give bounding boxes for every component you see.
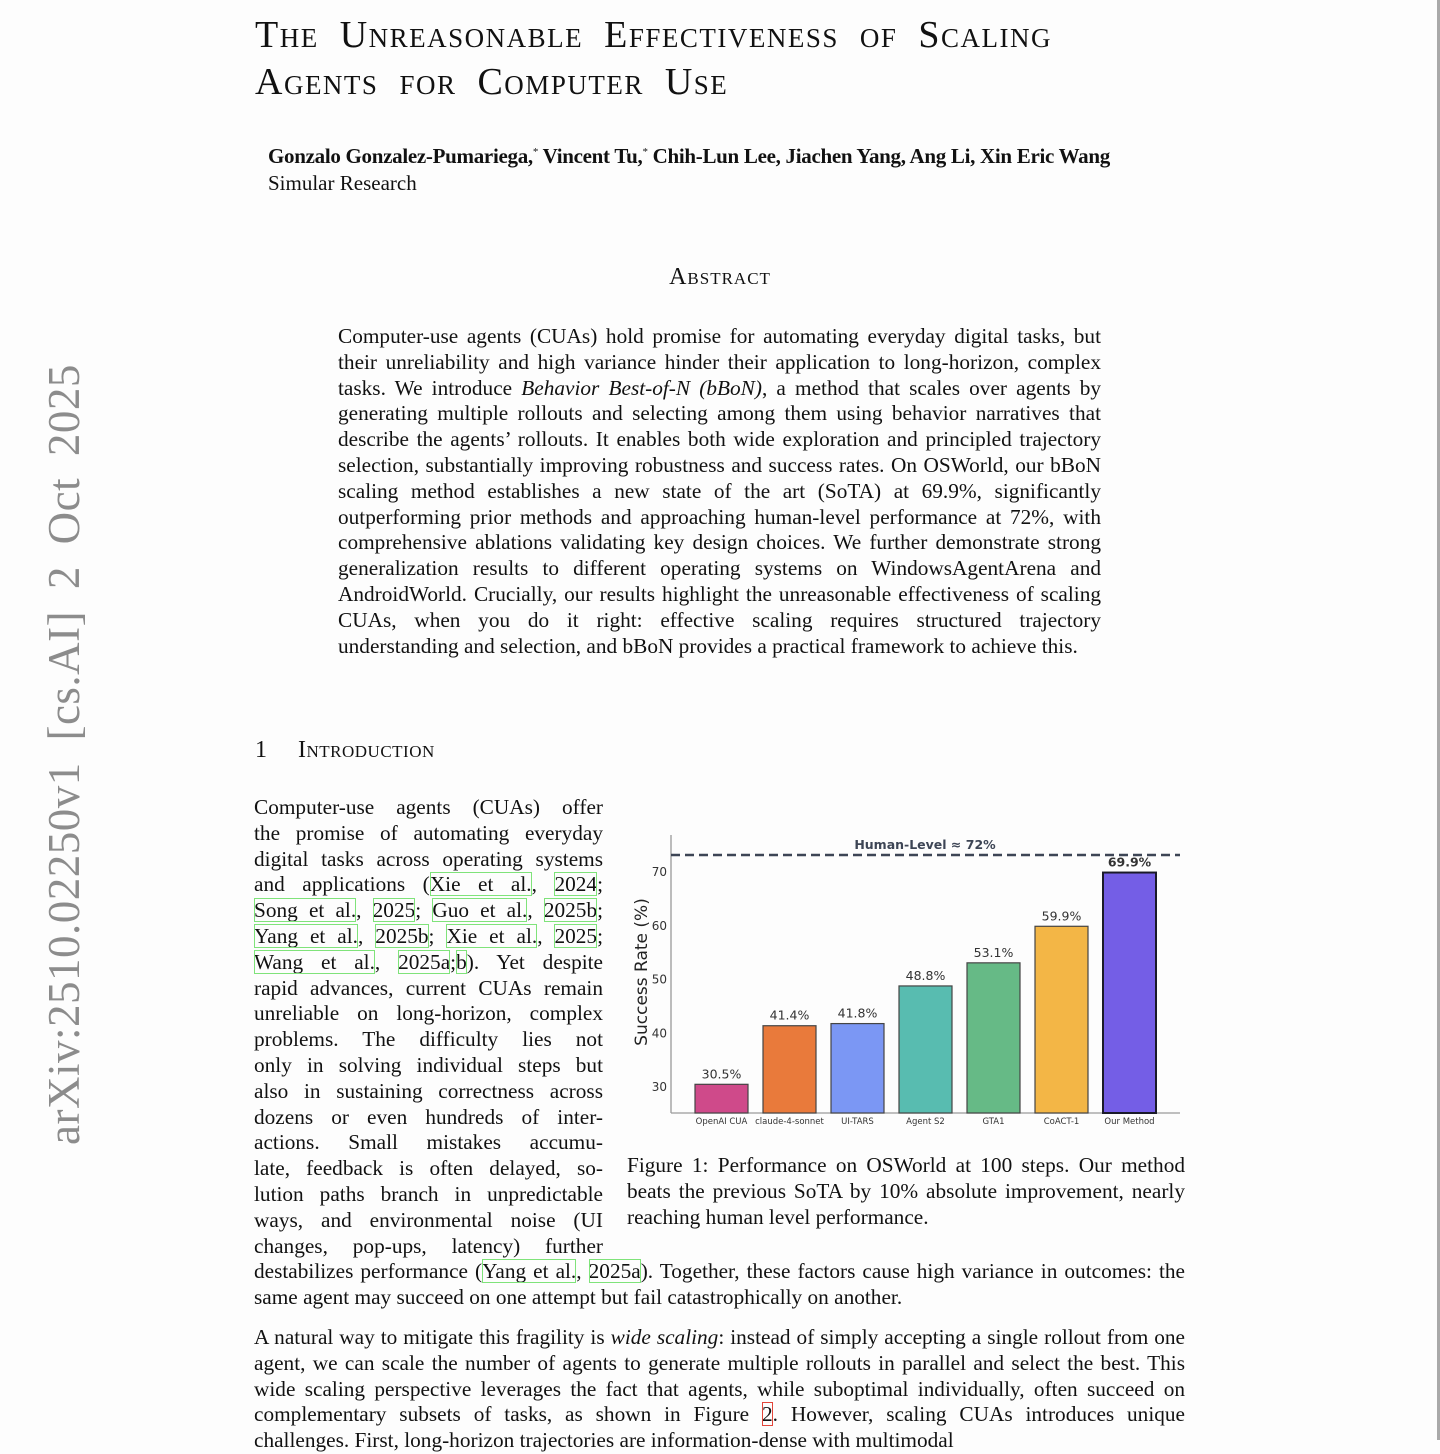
citation-year-link[interactable]: 2025b xyxy=(543,898,598,923)
bar xyxy=(695,1084,748,1113)
citation-link[interactable]: Yang et al. xyxy=(254,923,358,948)
x-tick-label: Our Method xyxy=(1104,1117,1155,1127)
x-tick-label: UI-TARS xyxy=(841,1117,874,1127)
y-tick-label: 50 xyxy=(651,972,667,987)
citation-link[interactable]: Wang et al. xyxy=(254,949,375,974)
citation-year-link[interactable]: 2025a xyxy=(398,949,451,974)
bar-value-label: 41.4% xyxy=(769,1007,810,1023)
title-line-2: Agents for Computer Use xyxy=(255,61,729,103)
intro-column-text: Computer-use agents (CUAs) offer the promise of automating everyday digital tasks across operating systems and applications (Xie et al., 2024; Song et al., 2025; Guo et al., 2025b; Yang et al., 2025b; Xie et al., 2025; Wang et al., 2025a;b). Yet despite rapid advances, current CUAs remain unreliable on long-horizon, complex problems. The difficulty lies not only in solving individual steps but also in sustaining correctness across dozens or even hundreds of inter- actions. Small mistakes accumu- late, feedback is often delayed, so- lution paths branch in unpredictable ways, and environmental noise (UI changes, pop-ups, latency) further xyxy=(254,795,604,1258)
citation-year-link[interactable]: 2025 xyxy=(372,898,416,923)
title-line-1: The Unreasonable Effectiveness of Scaling xyxy=(255,14,1053,56)
bar xyxy=(831,1024,884,1113)
affiliation: Simular Research xyxy=(268,171,417,195)
bar xyxy=(899,986,952,1113)
arxiv-stamp: arXiv:2510.02250v1 [cs.AI] 2 Oct 2025 xyxy=(39,364,89,1145)
section-title: Introduction xyxy=(298,737,435,763)
human-level-label: Human-Level ≈ 72% xyxy=(854,837,996,852)
x-tick-label: GTA1 xyxy=(982,1117,1005,1127)
intro-paragraph-2: A natural way to mitigate this fragility is wide scaling: instead of simply accepting a single rollout from one agent, we can scale the number of agents to generate multiple rollouts in parallel and select the best. This wide scaling perspective leverages the fact that agents, while suboptimal individually, often succeed on complementary subsets of tasks, as shown in Figure 2. However, scaling CUAs introduces unique challenges. First, long-horizon trajectories are information-dense with multimodal xyxy=(254,1325,1185,1453)
citation-year-link[interactable]: 2025 xyxy=(554,923,598,948)
y-tick-label: 60 xyxy=(651,918,667,933)
bar-value-label: 53.1% xyxy=(973,944,1014,960)
bar-value-label: 41.8% xyxy=(837,1005,878,1021)
abstract-heading: Abstract xyxy=(669,264,771,290)
bar-value-label: 69.9% xyxy=(1107,854,1152,870)
figure-1-bar-chart xyxy=(620,825,1200,1135)
bar-value-label: 59.9% xyxy=(1041,908,1082,924)
citation-link[interactable]: Song et al. xyxy=(254,898,357,923)
citation-year-link[interactable]: 2025a xyxy=(588,1259,641,1283)
y-axis-label: Success Rate (%) xyxy=(632,898,652,1046)
section-number: 1 xyxy=(255,737,267,763)
method-name: Behavior Best-of-N (bBoN) xyxy=(521,375,762,400)
x-tick-label: OpenAI CUA xyxy=(695,1117,748,1127)
citation-year-link[interactable]: 2025b xyxy=(375,923,429,948)
author-list xyxy=(268,144,1110,169)
intro-paragraph-end: destabilizes performance (Yang et al., 2025a). Together, these factors cause high variance in outcomes: the same agent may succeed on one attempt but fail catastrophically on another. xyxy=(254,1259,1185,1309)
author-1: Gonzalo Gonzalez-Pumariega, xyxy=(268,144,533,168)
bar xyxy=(1035,926,1088,1113)
bar xyxy=(1103,873,1156,1113)
citation-link[interactable]: Guo et al. xyxy=(432,898,528,923)
author-2: Vincent Tu, xyxy=(538,144,643,168)
x-tick-label: Agent S2 xyxy=(906,1117,945,1127)
paper-title xyxy=(255,12,1195,106)
citation-link[interactable]: Yang et al. xyxy=(482,1259,577,1283)
citation-link[interactable]: Xie et al. xyxy=(446,923,538,948)
equal-contribution-mark: * xyxy=(532,146,539,158)
bar xyxy=(763,1026,816,1113)
section-heading xyxy=(255,737,435,764)
y-tick-label: 40 xyxy=(651,1026,667,1041)
x-tick-label: claude-4-sonnet xyxy=(755,1117,824,1127)
y-tick-label: 70 xyxy=(651,865,667,879)
citation-year-link[interactable]: 2024 xyxy=(554,872,598,897)
figure-ref-link[interactable]: 2 xyxy=(761,1402,773,1427)
bar-value-label: 30.5% xyxy=(701,1066,742,1082)
bar-value-label: 48.8% xyxy=(905,967,946,983)
equal-contribution-mark: * xyxy=(642,146,648,158)
bar xyxy=(967,963,1020,1113)
citation-link[interactable]: Xie et al. xyxy=(429,872,532,897)
figure-1-caption: Figure 1: Performance on OSWorld at 100 steps. Our method beats the previous SoTA by 10% absolute improvement, nearly reaching human level performance. xyxy=(627,1153,1185,1229)
y-tick-label: 30 xyxy=(651,1080,667,1094)
abstract-body: Computer-use agents (CUAs) hold promise for automating everyday digital tasks, but their unreliability and high variance hinder their application to long-horizon, complex tasks. We introduce Behavior Best-of-N (bBoN), a method that scales over agents by generating multiple rollouts and selecting among them using behavior narratives that describe the agents’ rollouts. It enables both wide exploration and principled trajectory selection, substantially improving robustness and success rates. On OSWorld, our bBoN scaling method establishes a new state of the art (SoTA) at 69.9%, significantly outperforming prior methods and approaching human-level performance at 72%, with comprehensive ablations validating key design choices. We further demonstrate strong generalization results to different operating systems on WindowsAgentArena and AndroidWorld. Crucially, our results highlight the unreasonable effectiveness of scaling CUAs, when you do it right: effective scaling requires structured trajectory understanding and selection, and bBoN provides a practical framework to achieve this. xyxy=(338,324,1101,658)
emphasis-term: wide scaling xyxy=(610,1325,719,1349)
other-authors: Chih-Lun Lee, Jiachen Yang, Ang Li, Xin Eric Wang xyxy=(647,144,1110,168)
citation-year-link[interactable]: b xyxy=(456,949,467,974)
x-tick-label: CoACT-1 xyxy=(1043,1117,1080,1127)
